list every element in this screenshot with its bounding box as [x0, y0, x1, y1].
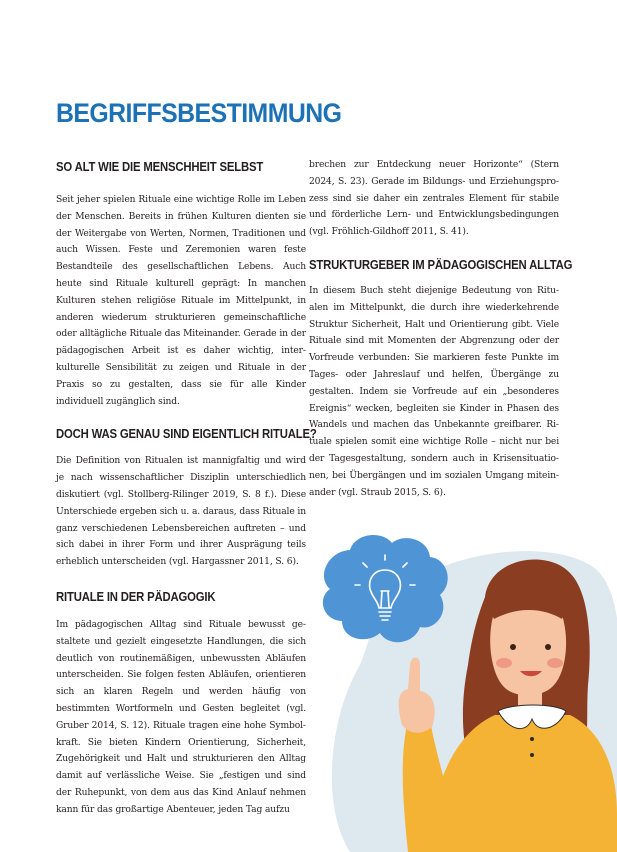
left-column [56, 160, 317, 819]
section-heading: SO ALT WIE DIE MENSCHHEIT SELBST [56, 160, 264, 174]
section-text: brechen zur Entdeckung neuer Horizonte“ (Stern 2024, S. 23). Gerade im Bildungs- und Erziehungsprozess sind sie daher ein zentrales Element für stabile und förderliche Lern- und Entwicklungsbedingungen (vgl. Fröhlich-Gildhoff 2011, S. 41). [309, 160, 559, 238]
woman-pointing-idea-icon [290, 515, 617, 852]
section-heading: RITUALE IN DER PÄDAGOGIK [56, 589, 216, 604]
thought-bubble-icon [323, 535, 448, 642]
section-text: Die Definition von Ritualen ist mannigfaltig und wird je nach wissenschaftlicher Disziplin unterschiedlich diskutiert (vgl. Stollberg-Rilinger 2019, S. 8 f.). Diese Unterschiede ergeben sich u. a. daraus, dass Rituale in ganz verschiedenen Lebensbereichen auftreten – und sich dabei in ihrer Form und ihrer Ausprägung teils erheblich unterscheiden (vgl. Hargassner 2011, S. 6). [56, 456, 306, 568]
section-text: In diesem Buch steht diejenige Bedeutung von Ritualen im Mittelpunkt, die durch ihre wiederkehrende Struktur Sicherheit, Halt und Orientierung gibt. Viele Rituale sind mit Momenten der Abgrenzung oder der Vorfreude verbunden: Sie markieren feste Punkte im Tages- oder Jahreslauf und helfen, Übergänge zu gestalten. Indem sie Vorfreude auf ein „besonderes Ereignis“ wecken, begleiten sie Kinder in Phasen des Wandels und machen das Unbekannte greifbarer. Rituale spielen somit eine wichtige Rolle – nicht nur bei der Tagesgestaltung, sondern auch in Krisensituationen, bei Übergängen und im sozialen Umgang miteinander (vgl. Straub 2015, S. 6). [309, 285, 559, 498]
right-column [309, 160, 573, 501]
page-title: BEGRIFFSBESTIMMUNG [56, 98, 342, 128]
section-text: Im pädagogischen Alltag sind Rituale bewusst gestaltete und gezielt eingesetzte Handlungen, die sich deutlich von routinemäßigen, unbewussten Abläufen unterscheiden. Sie folgen festen Abläufen, orientieren sich an klaren Regeln und werden häufig von bestimmten Wortformeln und Gesten begleitet (vgl. Gruber 2014, S. 12). Rituale tragen eine hohe Symbolkraft. Sie bieten Kindern Orientierung, Sicherheit, Zugehörigkeit und Halt und strukturieren den Alltag damit auf verlässliche Weise. Sie „festigen und sind der Ruhepunkt, von dem aus das Kind Anlauf nehmen kann für das großartige Abenteuer, jeden Tag aufzu [56, 619, 306, 815]
section-heading: STRUKTURGEBER IM PÄDAGOGISCHEN ALLTAG [309, 257, 573, 272]
section-text: Seit jeher spielen Rituale eine wichtige Rolle im Leben der Menschen. Bereits in frühen Kulturen dienten sie der Weitergabe von Werten, Normen, Traditionen und auch Wissen. Feste und Zeremonien waren feste Bestandteile des gesellschaftlichen Lebens. Auch heute sind Rituale kulturell geprägt: In manchen Kulturen stehen religiöse Rituale im Mittelpunkt, in anderen wiederum strukturieren gemeinschaftliche oder alltägliche Rituale das Miteinander. Gerade in der pädagogischen Arbeit ist es daher wichtig, interkulturelle Sensibilität zu zeigen und Rituale in der Praxis so zu gestalten, dass sie für alle Kinder individuell zugänglich sind. [56, 195, 306, 407]
section-heading: DOCH WAS GENAU SIND EIGENTLICH RITUALE? [56, 427, 317, 442]
